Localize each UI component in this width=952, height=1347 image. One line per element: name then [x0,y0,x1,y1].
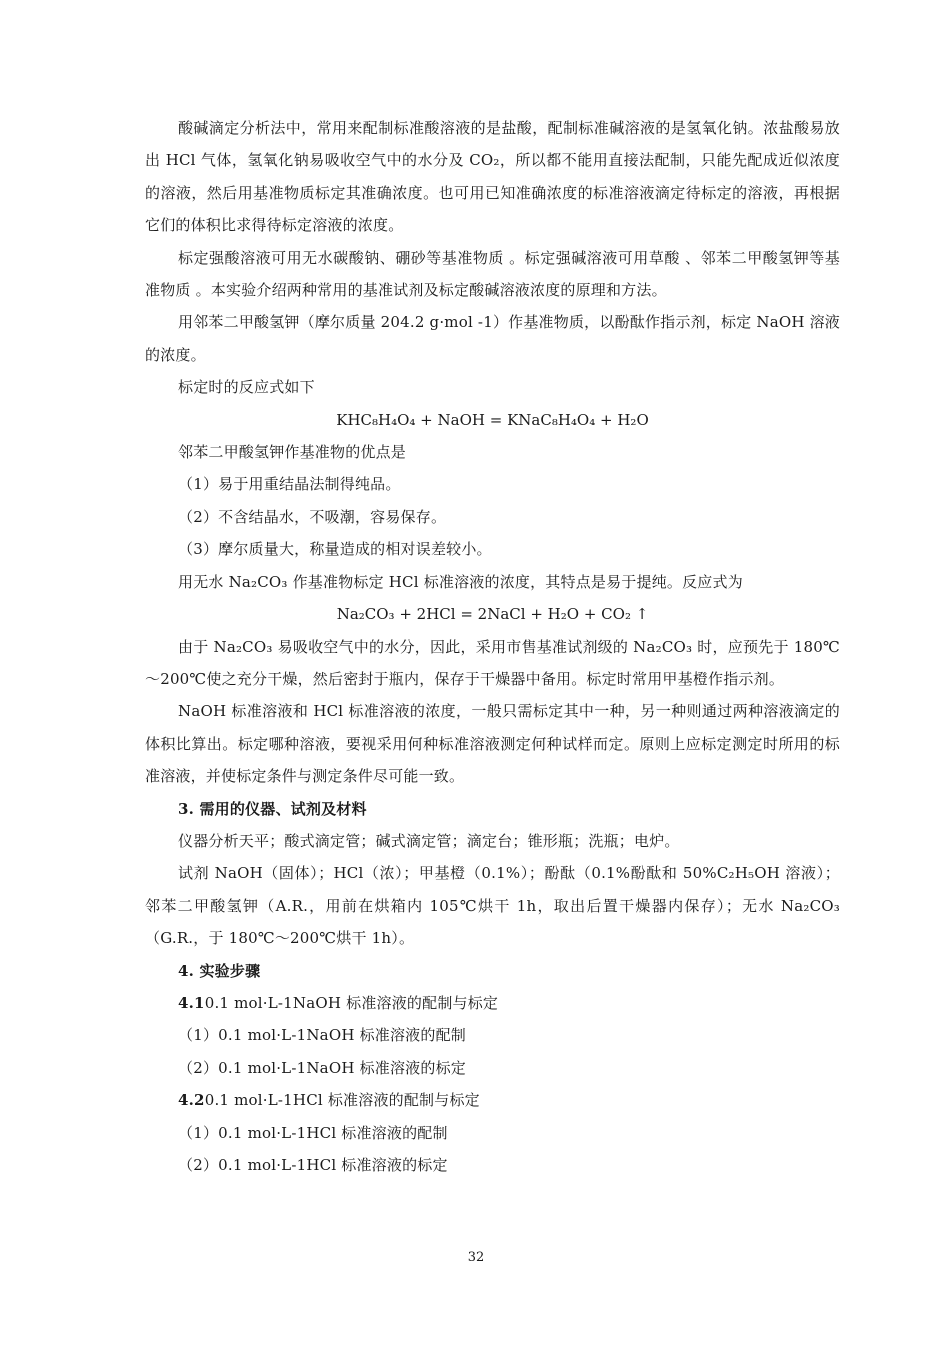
advantages-intro: 邻苯二甲酸氢钾作基准物的优点是 [178,443,407,462]
instruments-list: 仪器分析天平；酸式滴定管；碱式滴定管；滴定台；锥形瓶；洗瓶；电炉。 [178,831,680,850]
subsection-4-1 [145,987,840,1019]
section-4-heading: 4. 实验步骤 [178,961,261,980]
paragraph-standards: 标定强酸溶液可用无水碳酸钠、硼砂等基准物质 。标定强碱溶液可用草酸 、邻苯二甲酸氢钾等基准物质 。本实验介绍两种常用的基准试剂及标定酸碱溶液浓度的原理和方法。 [145,248,840,300]
section-3-heading: 3. 需用的仪器、试剂及材料 [178,799,367,818]
step-item: （1）0.1 mol·L-1NaOH 标准溶液的配制 [178,1026,466,1045]
na2co3-intro: 用无水 Na₂CO₃ 作基准物标定 HCl 标准溶液的浓度，其特点是易于提纯。反应式为 [178,572,743,591]
subsection-title: 0.1 mol·L-1HCl 标准溶液的配制与标定 [204,1091,480,1110]
reaction-intro: 标定时的反应式如下 [178,378,315,397]
advantage-item: （2）不含结晶水，不吸潮，容易保存。 [178,507,447,526]
paragraph-khp: 用邻苯二甲酸氢钾（摩尔质量 204.2 g·mol -1）作基准物质，以酚酞作指示剂，标定 NaOH 溶液的浓度。 [145,313,840,364]
reagents-list: 试剂 NaOH（固体）；HCl（浓）；甲基橙（0.1%）；酚酞（0.1%酚酞和 50%C₂H₅OH 溶液）；邻苯二甲酸氢钾（A.R.，用前在烘箱内 105℃烘干 1h，取出后置干燥器内保存）；无水 Na₂CO₃（G.R.，于 180℃～200℃烘干 1h）。 [145,864,840,948]
step-item: （1）0.1 mol·L-1HCl 标准溶液的配制 [178,1123,448,1142]
step-item: （2）0.1 mol·L-1NaOH 标准溶液的标定 [178,1058,466,1077]
subsection-title: 0.1 mol·L-1NaOH 标准溶液的配制与标定 [204,993,499,1012]
paragraph-intro: 酸碱滴定分析法中，常用来配制标准酸溶液的是盐酸，配制标准碱溶液的是氢氧化钠。浓盐酸易放出 HCl 气体，氢氧化钠易吸收空气中的水分及 CO₂，所以都不能用直接法配制，只能先配成近似浓度的溶液，然后用基准物质标定其准确浓度。也可用已知准确浓度的标准溶液滴定待标定的溶液，再根据它们的体积比求得待标定溶液的浓度。 [145,119,840,235]
equation-khp: KHC₈H₄O₄ + NaOH = KNaC₈H₄O₄ + H₂O [336,410,649,429]
equation-na2co3: Na₂CO₃ + 2HCl = 2NaCl + H₂O + CO₂ ↑ [336,605,649,624]
paragraph-standardization: NaOH 标准溶液和 HCl 标准溶液的浓度，一般只需标定其中一种，另一种则通过两种溶液滴定的体积比算出。标定哪种溶液，要视采用何种标准溶液测定何种试样而定。原则上应标定测定时所用的标准溶液，并使标定条件与测定条件尽可能一致。 [145,702,840,786]
subsection-number: 4.2 [178,1091,205,1110]
subsection-number: 4.1 [178,993,205,1012]
advantage-item: （3）摩尔质量大，称量造成的相对误差较小。 [178,540,492,559]
step-item: （2）0.1 mol·L-1HCl 标准溶液的标定 [178,1156,448,1174]
advantage-item: （1）易于用重结晶法制得纯品。 [178,475,401,494]
page-body [145,112,840,1181]
page-number: 32 [467,1250,485,1265]
paragraph-drying: 由于 Na₂CO₃ 易吸收空气中的水分，因此，采用市售基准试剂级的 Na₂CO₃ 时，应预先于 180℃～200℃使之充分干燥，然后密封于瓶内，保存于干燥器中备用。标定时常用甲基橙作指示剂。 [145,637,840,688]
subsection-4-2 [145,1084,840,1116]
